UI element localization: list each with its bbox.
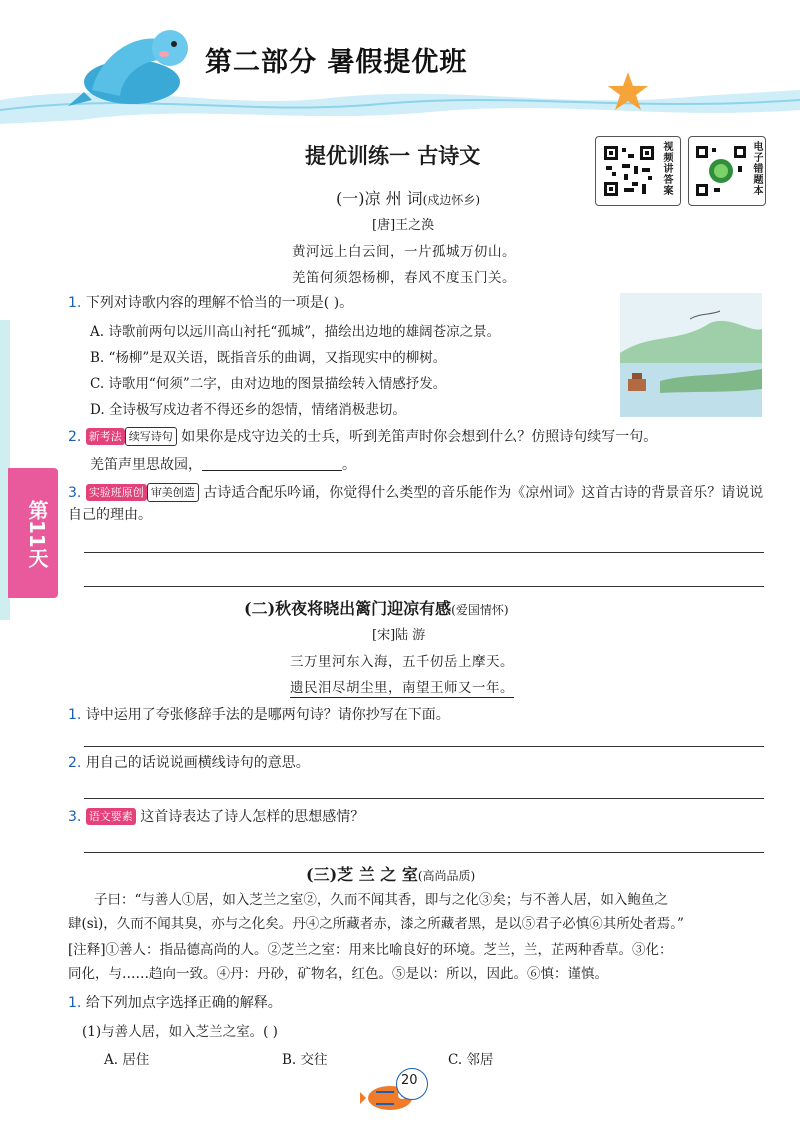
- sub1-option-b: B. 交往: [282, 1052, 328, 1068]
- day-tab-label: 第11天: [25, 500, 49, 568]
- option-a: A. 诗歌前两句以远川高山衬托“孤城”，描绘出边地的雄阔苍凉之景。: [90, 324, 501, 340]
- poem1-q3-text: 古诗适合配乐吟诵，你觉得什么类型的音乐能作为《凉州词》这首古诗的背景音乐？请说说自己的理由。: [68, 485, 764, 523]
- option-b: B. “杨柳”是双关语，既指音乐的曲调，又指现实中的柳树。: [90, 350, 447, 366]
- poem1-q2-text: 如果你是戍守边关的士兵，听到羌笛声时你会想到什么？仿照诗句续写一句。: [181, 429, 658, 445]
- tag-aesthetic: 审美创造: [147, 483, 199, 502]
- qr-error-book-label: 电子错题本: [751, 141, 762, 196]
- seal-mascot: [62, 20, 192, 120]
- sub1-option-a: A. 居住: [104, 1052, 150, 1068]
- passage3-title-text: (三)芝 兰 之 室: [306, 865, 418, 884]
- q-number: 2.: [68, 755, 82, 771]
- poem1-title-text: (一)凉 州 词: [336, 189, 423, 208]
- poem2-title: [244, 596, 509, 619]
- q2-prompt: 羌笛声里思故园，: [90, 457, 202, 473]
- landscape-illustration: [620, 293, 762, 417]
- poem2-q2-text: 用自己的话说说画横线诗句的意思。: [85, 755, 310, 771]
- answer-line[interactable]: [84, 852, 764, 853]
- poem2-title-note: (爱国情怀): [451, 603, 509, 617]
- answer-line[interactable]: [84, 552, 764, 553]
- page-number: 20: [401, 1073, 418, 1088]
- poem1-author: [唐]王之涣: [372, 218, 435, 233]
- option-c: C. 诗歌用“何须”二字，由对边地的图景描绘转入情感抒发。: [90, 376, 447, 392]
- poem1-q2-answer: [90, 454, 356, 476]
- passage3-line-2: 肆(sì)，久而不闻其臭，亦与之化矣。丹④之所藏者赤，漆之所藏者黑，是以⑤君子必慎⑥其所处者焉。”: [68, 916, 684, 932]
- passage3-sub1: (1)与善人居，如入芝兰之室。( ): [82, 1024, 278, 1040]
- qr-error-book-box[interactable]: [688, 136, 766, 206]
- tag-language-element: 语文要素: [86, 808, 136, 825]
- passage3-title: [306, 862, 475, 885]
- passage3-title-note: (高尚品质): [417, 869, 476, 883]
- qr-video-label: 视频讲答案: [661, 141, 672, 196]
- poem1-q1: [68, 292, 353, 314]
- poem1-line-1: 黄河远上白云间，一片孤城万仞山。: [292, 244, 516, 260]
- q-number: 1.: [68, 707, 82, 723]
- passage3-q1-text: 给下列加点字选择正确的解释。: [85, 995, 282, 1011]
- poem2-title-text: (二)秋夜将晓出篱门迎凉有感: [244, 599, 452, 618]
- option-d: D. 全诗极写戍边者不得还乡的怨情，情绪消极悲切。: [90, 402, 406, 418]
- notes-line-2: 同化，与……趋向一致。④丹：丹砂，矿物名，红色。⑤是以：所以，因此。⑥慎：谨慎。: [68, 966, 608, 982]
- qr-video-box[interactable]: [595, 136, 681, 206]
- q-number: 1.: [68, 995, 82, 1011]
- passage3-notes: [68, 938, 768, 986]
- passage3-text: [68, 888, 768, 936]
- tag-experimental: 实验班原创: [86, 484, 147, 501]
- poem1-title: [336, 186, 480, 209]
- poem2-q3-text: 这首诗表达了诗人怎样的思想感情？: [140, 809, 365, 825]
- poem2-line-1: 三万里河东入海，五千仞岳上摩天。: [290, 654, 514, 670]
- error-book-qr-icon: [694, 144, 748, 198]
- tag-continue-poem: 续写诗句: [125, 427, 177, 446]
- poem1-q1-text: 下列对诗歌内容的理解不恰当的一项是( )。: [85, 295, 354, 311]
- poem1-title-note: (戍边怀乡): [422, 193, 481, 207]
- part-title: 第二部分 暑假提优班: [205, 47, 468, 78]
- q2-end: 。: [342, 457, 356, 473]
- q-number: 1.: [68, 295, 82, 311]
- answer-line[interactable]: [84, 798, 764, 799]
- poem1-q2: [68, 426, 768, 448]
- poem2-line-2-underlined: 遗民泪尽胡尘里，南望王师又一年。: [290, 676, 514, 698]
- poem1-line-2: 羌笛何须怨杨柳，春风不度玉门关。: [292, 270, 516, 286]
- passage3-line-1: 子曰：“与善人①居，如入芝兰之室②，久而不闻其香，即与之化③矣；与不善人居，如入鲍鱼之: [94, 892, 668, 908]
- q-number: 3.: [68, 809, 82, 825]
- tag-new-method: 新考法: [86, 428, 125, 445]
- poem2-q1: [68, 704, 450, 726]
- poem2-q3: [68, 806, 364, 828]
- notes-line-1: [注释]①善人：指品德高尚的人。②芝兰之室：用来比喻良好的环境。芝兰，兰，芷两种香草。③化：: [68, 942, 673, 958]
- starfish-icon: [606, 70, 650, 112]
- q-number: 3.: [68, 485, 82, 501]
- lesson-title: 提优训练一 古诗文: [305, 144, 481, 168]
- poem1-q3: [68, 482, 768, 526]
- answer-line[interactable]: [84, 746, 764, 747]
- q-number: 2.: [68, 429, 82, 445]
- poem2-author: [宋]陆 游: [372, 628, 426, 643]
- q2-answer-blank[interactable]: [202, 454, 342, 471]
- sub1-option-c: C. 邻居: [448, 1052, 494, 1068]
- answer-line[interactable]: [84, 586, 764, 587]
- passage3-q1: [68, 992, 282, 1014]
- poem2-q2: [68, 752, 310, 774]
- poem2-q1-text: 诗中运用了夸张修辞手法的是哪两句诗？请你抄写在下面。: [85, 707, 450, 723]
- qr-code-icon: [602, 144, 656, 198]
